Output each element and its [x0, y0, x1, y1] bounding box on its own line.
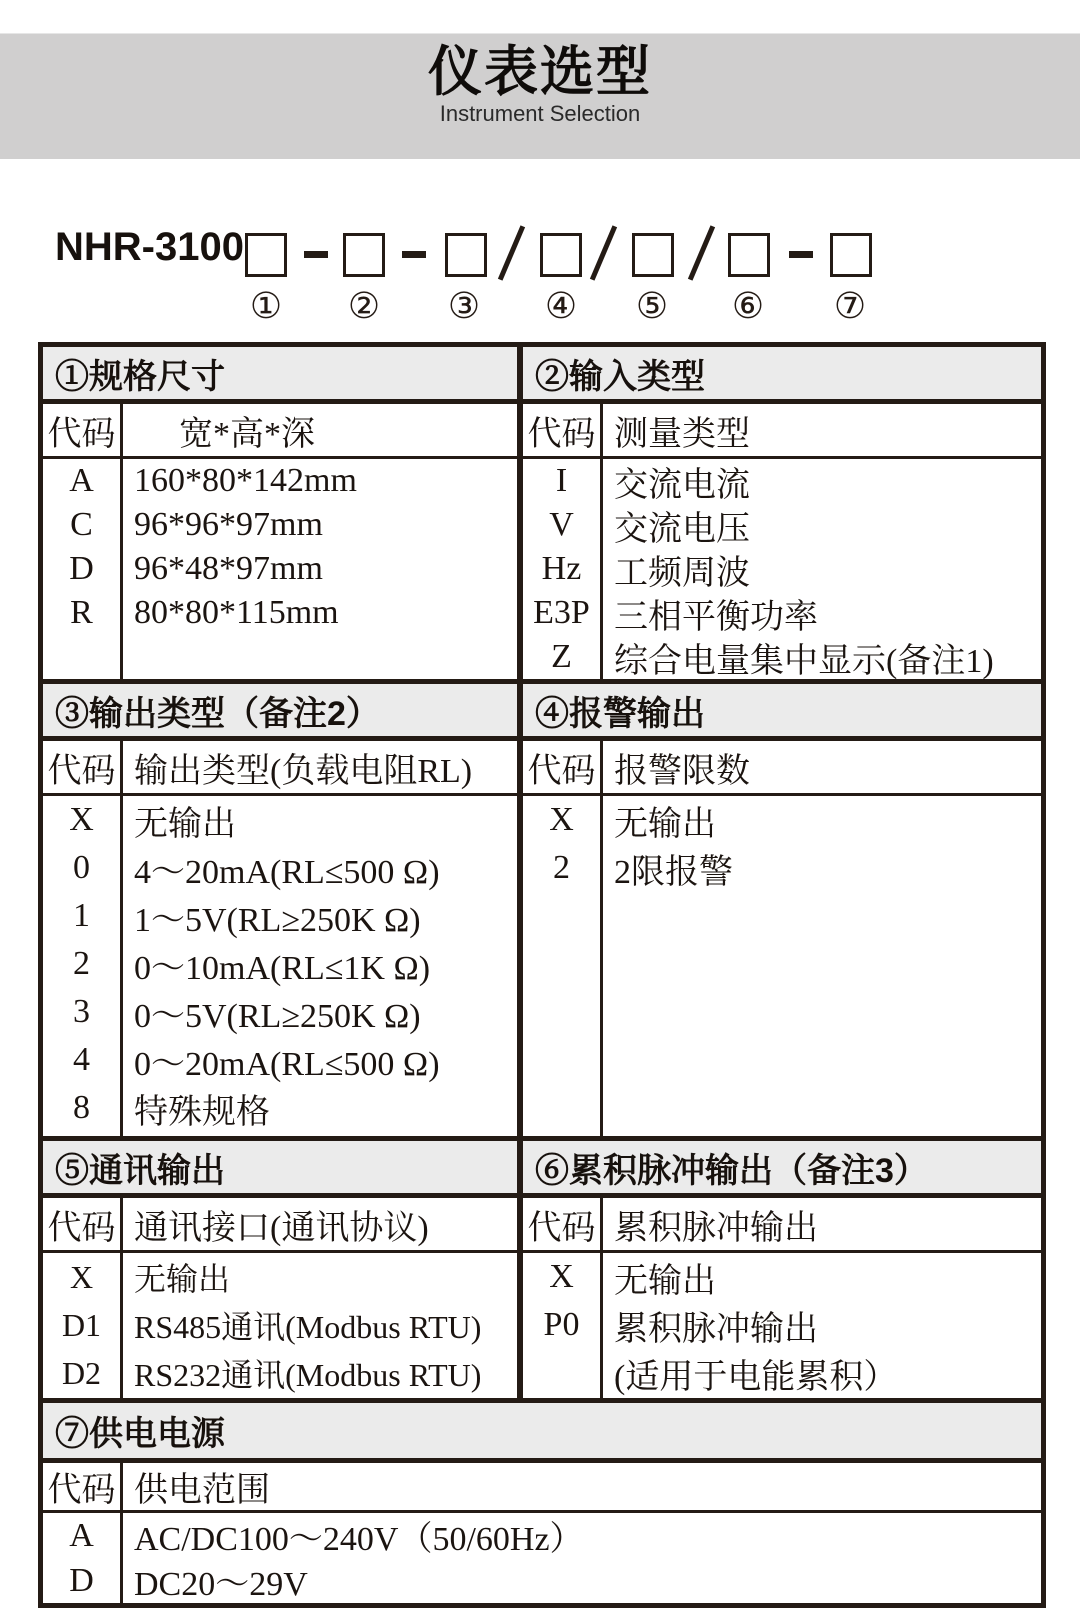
section-1-desc-cells [123, 459, 517, 679]
section-3-code-cells [43, 796, 123, 1136]
model-separator-slash-1 [498, 225, 525, 280]
model-box-3 [445, 233, 487, 277]
section-2-desc-cells [603, 459, 1041, 679]
section-1-desc-header: 宽*高*深 [179, 415, 315, 453]
code-cell: D [69, 550, 94, 587]
desc-cell: AC/DC100～240V（50/60Hz） [134, 1521, 584, 1558]
model-position-2: ② [347, 286, 381, 327]
code-cell: V [549, 506, 574, 543]
code-cell: X [549, 801, 574, 838]
section-1 [43, 347, 517, 679]
desc-cell: RS485通讯(Modbus RTU) [134, 1309, 482, 1345]
desc-cell: 80*80*115mm [134, 594, 339, 631]
model-box-4 [540, 233, 582, 277]
desc-cell: 4～20mA(RL≤500 Ω) [134, 853, 440, 891]
section-6-header [523, 1136, 1041, 1198]
model-box-6 [728, 233, 770, 277]
section-4-desc-header: 报警限数 [614, 752, 750, 790]
code-cell: D [69, 1561, 94, 1599]
code-cell: 1 [73, 897, 90, 934]
section-1-rows [43, 459, 517, 679]
code-cell: 3 [73, 993, 90, 1030]
code-cell: C [70, 506, 93, 543]
section-7-desc-header: 供电范围 [134, 1472, 270, 1509]
section-5-desc-cells [123, 1253, 517, 1398]
section-3-code-header: 代码 [43, 741, 123, 793]
model-box-7 [830, 233, 872, 277]
section-6 [523, 1136, 1041, 1398]
code-cell: R [70, 594, 93, 631]
model-separator-slash-3 [688, 225, 715, 280]
desc-cell: 无输出 [614, 1262, 716, 1300]
model-separator-dash-3 [789, 251, 813, 258]
section-6-title: ⑥累积脉冲输出（备注3） [535, 1151, 928, 1190]
code-cell: E3P [533, 594, 590, 631]
header-banner [0, 33, 1080, 159]
section-4-header [523, 679, 1041, 741]
section-6-desc-cells [603, 1253, 1041, 1398]
section-7 [43, 1398, 1041, 1603]
model-box-2 [343, 233, 385, 277]
code-cell: A [69, 1516, 94, 1554]
desc-cell: 无输出 [134, 1261, 231, 1297]
desc-cell: 1～5V(RL≥250K Ω) [134, 901, 421, 939]
code-cell: I [555, 462, 568, 499]
section-4-code-header: 代码 [523, 741, 603, 793]
desc-cell: 交流电流 [614, 466, 750, 504]
model-position-1: ① [249, 286, 283, 327]
table-two-columns [43, 347, 1041, 1398]
section-2-rows [523, 459, 1041, 679]
desc-cell: 0～10mA(RL≤1K Ω) [134, 949, 431, 987]
code-cell: P0 [543, 1306, 580, 1343]
section-1-code-cells [43, 459, 123, 679]
section-7-rows [43, 1513, 1041, 1603]
section-4-rows [523, 796, 1041, 1136]
desc-cell: 交流电压 [614, 510, 750, 548]
section-6-column-header [523, 1198, 1041, 1253]
code-cell: 2 [73, 945, 90, 982]
code-cell: 4 [73, 1041, 90, 1078]
section-5-code-header: 代码 [43, 1198, 123, 1250]
section-2-column-header [523, 404, 1041, 459]
section-5-code-cells [43, 1253, 123, 1398]
section-7-desc-cells [123, 1513, 1041, 1603]
section-1-header [43, 347, 517, 404]
code-cell: Z [551, 638, 572, 675]
table-right-column [523, 347, 1041, 1398]
code-cell: D2 [61, 1354, 102, 1391]
desc-cell: 96*48*97mm [134, 550, 323, 587]
section-5-title: ⑤通讯输出 [55, 1151, 225, 1190]
desc-cell: 2限报警 [614, 853, 733, 891]
section-5-desc-header: 通讯接口(通讯协议) [134, 1209, 429, 1247]
desc-cell: 综合电量集中显示(备注1) [614, 642, 994, 680]
section-7-code-cells [43, 1513, 123, 1603]
model-separator-dash-1 [304, 251, 328, 258]
section-3-title: ③输出类型（备注2） [55, 694, 380, 733]
code-cell: X [69, 801, 94, 838]
section-4-column-header [523, 741, 1041, 796]
section-3 [43, 679, 517, 1136]
code-cell: Hz [541, 550, 582, 587]
code-cell: D1 [61, 1306, 102, 1343]
code-cell: 0 [73, 849, 90, 886]
table-left-column [43, 347, 523, 1398]
section-3-column-header [43, 741, 517, 796]
code-cell: X [549, 1258, 574, 1295]
section-1-title: ①规格尺寸 [55, 357, 225, 396]
desc-cell: 工频周波 [614, 554, 750, 592]
section-2-code-header: 代码 [523, 404, 603, 456]
section-2-header [523, 347, 1041, 404]
desc-cell: (适用于电能累积） [614, 1358, 898, 1396]
section-6-code-header: 代码 [523, 1198, 603, 1250]
page-subtitle: Instrument Selection [439, 101, 641, 126]
model-separator-slash-2 [590, 225, 617, 280]
model-separator-dash-2 [402, 251, 426, 258]
section-7-header [43, 1398, 1041, 1463]
section-2-code-cells [523, 459, 603, 679]
page-title: 仪表选型 [428, 42, 652, 102]
section-5-header [43, 1136, 517, 1198]
section-2-desc-header: 测量类型 [614, 415, 750, 453]
desc-cell: 96*96*97mm [134, 506, 323, 543]
section-1-column-header [43, 404, 517, 459]
section-2 [523, 347, 1041, 679]
code-cell: A [69, 462, 94, 499]
selection-table [38, 342, 1046, 1608]
desc-cell: 160*80*142mm [134, 462, 357, 499]
section-5 [43, 1136, 517, 1398]
model-position-4: ④ [544, 286, 578, 327]
code-cell [523, 1349, 600, 1397]
desc-cell: 无输出 [134, 805, 236, 843]
section-4-title: ④报警输出 [535, 694, 705, 733]
model-box-5 [632, 233, 674, 277]
section-6-desc-header: 累积脉冲输出 [614, 1209, 818, 1247]
section-7-title: ⑦供电电源 [55, 1415, 225, 1453]
model-prefix: NHR-3100 [55, 225, 244, 269]
code-cell: 8 [73, 1089, 90, 1126]
model-box-1 [245, 233, 287, 277]
model-position-6: ⑥ [731, 286, 765, 327]
code-cell: X [69, 1258, 94, 1295]
desc-cell: 三相平衡功率 [614, 598, 818, 636]
section-2-title: ②输入类型 [535, 357, 705, 396]
model-position-3: ③ [447, 286, 481, 327]
section-3-desc-cells [123, 796, 517, 1136]
section-3-desc-header: 输出类型(负载电阻RL) [134, 752, 473, 790]
desc-cell: 累积脉冲输出 [614, 1310, 818, 1348]
desc-cell: RS232通讯(Modbus RTU) [134, 1357, 482, 1393]
desc-cell: 无输出 [614, 805, 716, 843]
section-4-desc-cells [603, 796, 1041, 1136]
model-position-5: ⑤ [635, 286, 669, 327]
desc-cell: 特殊规格 [134, 1093, 270, 1131]
section-7-code-header: 代码 [43, 1463, 123, 1510]
section-3-rows [43, 796, 517, 1136]
section-7-column-header [43, 1463, 1041, 1513]
desc-cell: DC20～29V [134, 1566, 308, 1603]
section-5-column-header [43, 1198, 517, 1253]
section-1-code-header: 代码 [43, 404, 123, 456]
section-5-rows [43, 1253, 517, 1398]
desc-cell: 0～20mA(RL≤500 Ω) [134, 1045, 440, 1083]
model-position-7: ⑦ [833, 286, 867, 327]
section-6-rows [523, 1253, 1041, 1398]
section-3-header [43, 679, 517, 741]
section-4 [523, 679, 1041, 1136]
section-6-code-cells [523, 1253, 603, 1398]
desc-cell: 0～5V(RL≥250K Ω) [134, 997, 421, 1035]
code-cell: 2 [553, 849, 570, 886]
section-4-code-cells [523, 796, 603, 1136]
